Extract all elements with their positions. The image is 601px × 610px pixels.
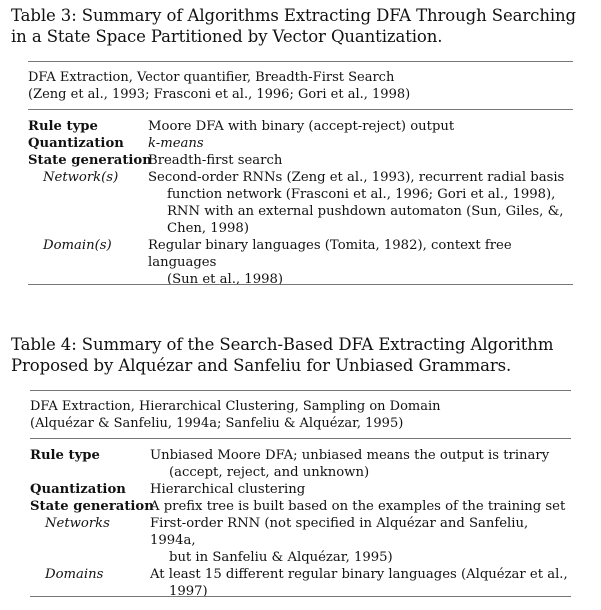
row-label: Domains <box>45 567 104 582</box>
table3-caption: Table 3: Summary of Algorithms Extracting DFA Through Searching in a State Space Partitioned by Vector Quantization. <box>11 6 577 46</box>
row-label: Rule type <box>30 448 100 463</box>
table3-mid-rule <box>28 109 573 110</box>
row-value: Moore DFA with binary (accept-reject) output <box>148 119 455 134</box>
row-label: State generation <box>30 499 154 514</box>
row-value: Hierarchical clustering <box>150 482 306 497</box>
table-row <box>28 152 573 169</box>
table-row <box>30 498 571 515</box>
row-value-continuation: 1997) <box>169 584 208 599</box>
row-value: Breadth-first search <box>148 153 283 168</box>
table-row <box>28 118 573 135</box>
table4-bottom-rule <box>30 596 571 597</box>
table-row <box>30 481 571 498</box>
table4-header-citations: (Alquézar & Sanfeliu, 1994a; Sanfeliu & Alquézar, 1995) <box>30 416 404 431</box>
table3-header-title: DFA Extraction, Vector quantifier, Breadth-First Search <box>28 70 395 85</box>
row-label: Quantization <box>30 482 126 497</box>
table3-bottom-rule <box>28 284 573 285</box>
row-label: Network(s) <box>43 170 119 185</box>
row-value: k-means <box>148 136 204 151</box>
row-value-continuation: (Sun et al., 1998) <box>167 272 284 287</box>
table4-mid-rule <box>30 438 571 439</box>
row-label: Domain(s) <box>43 238 112 253</box>
row-value: Regular binary languages (Tomita, 1982), context free languages <box>148 238 512 270</box>
row-value: First-order RNN (not specified in Alquézar and Sanfeliu, 1994a, <box>150 516 529 548</box>
table4-header <box>30 398 571 432</box>
row-label: State generation <box>28 153 152 168</box>
row-value: A prefix tree is built based on the examples of the training set <box>150 499 566 514</box>
table3-top-rule <box>28 61 573 62</box>
table-row <box>30 447 571 481</box>
row-value: Second-order RNNs (Zeng et al., 1993), recurrent radial basis <box>148 170 565 185</box>
table4-header-title: DFA Extraction, Hierarchical Clustering, Sampling on Domain <box>30 399 441 414</box>
row-value-continuation: but in Sanfeliu & Alquézar, 1995) <box>169 550 393 565</box>
table-row <box>30 566 571 600</box>
table4-caption: Table 4: Summary of the Search-Based DFA Extracting Algorithm Proposed by Alquézar and Sanfeliu for Unbiased Grammars. <box>11 335 554 375</box>
table-row <box>28 135 573 152</box>
row-label: Rule type <box>28 119 98 134</box>
row-value: At least 15 different regular binary languages (Alquézar et al., <box>150 567 568 582</box>
table-row <box>28 237 573 288</box>
row-value-continuation: (accept, reject, and unknown) <box>169 465 370 480</box>
row-value: Unbiased Moore DFA; unbiased means the output is trinary <box>150 448 550 463</box>
table3-body <box>28 118 573 288</box>
table4-body <box>30 447 571 600</box>
table-row <box>30 515 571 566</box>
table3-header <box>28 69 573 103</box>
row-value-continuation: function network (Frasconi et al., 1996; Gori et al., 1998), RNN with an external pushdown automaton (Sun, Giles, &, Chen, 1998) <box>167 187 564 236</box>
table4-top-rule <box>30 390 571 391</box>
table3-header-citations: (Zeng et al., 1993; Frasconi et al., 1996; Gori et al., 1998) <box>28 87 411 102</box>
row-label: Networks <box>45 516 110 531</box>
table-row <box>28 169 573 237</box>
row-label: Quantization <box>28 136 124 151</box>
